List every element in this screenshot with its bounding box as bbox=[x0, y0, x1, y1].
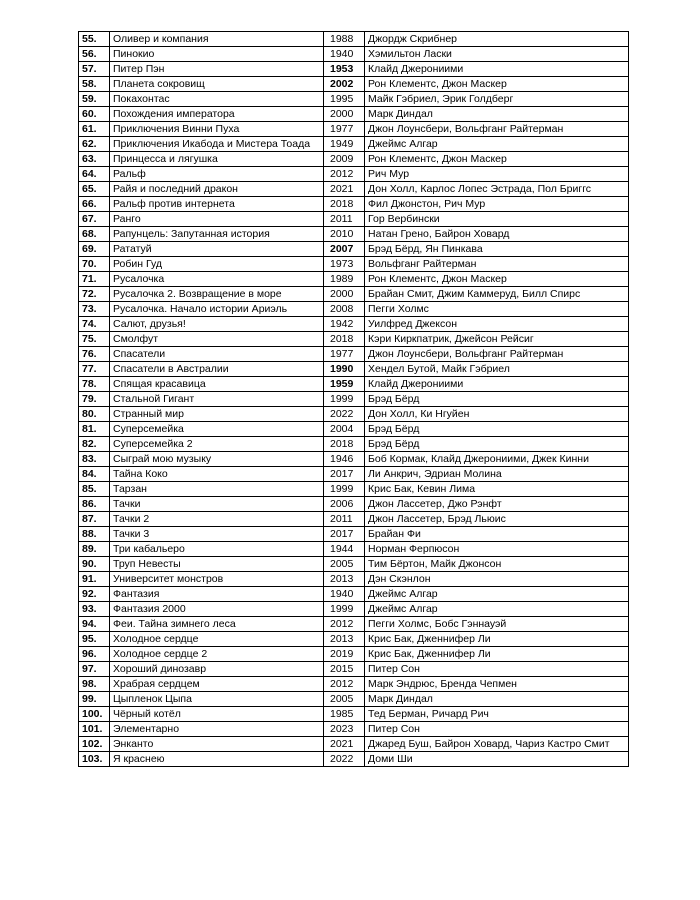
row-number: 56. bbox=[79, 47, 110, 62]
table-row bbox=[79, 437, 629, 452]
film-directors: Фил Джонстон, Рич Мур bbox=[365, 197, 629, 212]
row-number: 92. bbox=[79, 587, 110, 602]
table-row bbox=[79, 647, 629, 662]
film-title: Планета сокровищ bbox=[110, 77, 324, 92]
film-year: 1999 bbox=[324, 602, 365, 617]
film-title: Храбрая сердцем bbox=[110, 677, 324, 692]
table-row bbox=[79, 227, 629, 242]
row-number: 82. bbox=[79, 437, 110, 452]
row-number: 84. bbox=[79, 467, 110, 482]
table-row bbox=[79, 242, 629, 257]
table-row bbox=[79, 302, 629, 317]
table-row bbox=[79, 407, 629, 422]
row-number: 103. bbox=[79, 752, 110, 767]
film-directors: Натан Грено, Байрон Ховард bbox=[365, 227, 629, 242]
film-title: Оливер и компания bbox=[110, 32, 324, 47]
film-directors: Рич Мур bbox=[365, 167, 629, 182]
film-year: 1973 bbox=[324, 257, 365, 272]
film-title: Хороший динозавр bbox=[110, 662, 324, 677]
film-directors: Марк Диндал bbox=[365, 107, 629, 122]
row-number: 62. bbox=[79, 137, 110, 152]
film-title: Фантазия 2000 bbox=[110, 602, 324, 617]
film-year: 1942 bbox=[324, 317, 365, 332]
row-number: 90. bbox=[79, 557, 110, 572]
film-year: 1977 bbox=[324, 122, 365, 137]
film-title: Труп Невесты bbox=[110, 557, 324, 572]
film-title: Ральф против интернета bbox=[110, 197, 324, 212]
film-year: 2022 bbox=[324, 407, 365, 422]
film-directors: Джеймс Алгар bbox=[365, 602, 629, 617]
row-number: 72. bbox=[79, 287, 110, 302]
film-directors: Клайд Джерониими bbox=[365, 62, 629, 77]
film-title: Цыпленок Цыпа bbox=[110, 692, 324, 707]
row-number: 86. bbox=[79, 497, 110, 512]
table-row bbox=[79, 197, 629, 212]
table-row bbox=[79, 572, 629, 587]
film-table-body bbox=[79, 32, 629, 767]
table-row bbox=[79, 182, 629, 197]
film-directors: Тим Бёртон, Майк Джонсон bbox=[365, 557, 629, 572]
row-number: 101. bbox=[79, 722, 110, 737]
table-row bbox=[79, 347, 629, 362]
film-directors: Тед Берман, Ричард Рич bbox=[365, 707, 629, 722]
film-title: Приключения Икабода и Мистера Тоада bbox=[110, 137, 324, 152]
film-directors: Клайд Джерониими bbox=[365, 377, 629, 392]
row-number: 61. bbox=[79, 122, 110, 137]
table-row bbox=[79, 617, 629, 632]
film-title: Русалочка bbox=[110, 272, 324, 287]
row-number: 96. bbox=[79, 647, 110, 662]
film-directors: Рон Клементс, Джон Маскер bbox=[365, 272, 629, 287]
row-number: 68. bbox=[79, 227, 110, 242]
film-year: 1999 bbox=[324, 392, 365, 407]
film-title: Похождения императора bbox=[110, 107, 324, 122]
table-row bbox=[79, 632, 629, 647]
film-title: Фантазия bbox=[110, 587, 324, 602]
film-directors: Джеймс Алгар bbox=[365, 137, 629, 152]
film-year: 2013 bbox=[324, 572, 365, 587]
row-number: 89. bbox=[79, 542, 110, 557]
row-number: 69. bbox=[79, 242, 110, 257]
film-directors: Дэн Скэнлон bbox=[365, 572, 629, 587]
film-title: Холодное сердце bbox=[110, 632, 324, 647]
film-title: Русалочка. Начало истории Ариэль bbox=[110, 302, 324, 317]
film-year: 2019 bbox=[324, 647, 365, 662]
table-row bbox=[79, 332, 629, 347]
film-directors: Джон Лоунсбери, Вольфганг Райтерман bbox=[365, 347, 629, 362]
table-row bbox=[79, 392, 629, 407]
film-directors: Кэри Киркпатрик, Джейсон Рейсиг bbox=[365, 332, 629, 347]
row-number: 76. bbox=[79, 347, 110, 362]
row-number: 77. bbox=[79, 362, 110, 377]
film-year: 1985 bbox=[324, 707, 365, 722]
film-title: Тарзан bbox=[110, 482, 324, 497]
film-year: 2013 bbox=[324, 632, 365, 647]
table-row bbox=[79, 602, 629, 617]
film-directors: Питер Сон bbox=[365, 722, 629, 737]
table-row bbox=[79, 212, 629, 227]
film-year: 2006 bbox=[324, 497, 365, 512]
row-number: 70. bbox=[79, 257, 110, 272]
row-number: 81. bbox=[79, 422, 110, 437]
film-directors: Рон Клементс, Джон Маскер bbox=[365, 77, 629, 92]
film-year: 1990 bbox=[324, 362, 365, 377]
film-directors: Майк Гэбриел, Эрик Голдберг bbox=[365, 92, 629, 107]
film-directors: Брайан Смит, Джим Каммеруд, Билл Спирс bbox=[365, 287, 629, 302]
row-number: 75. bbox=[79, 332, 110, 347]
row-number: 98. bbox=[79, 677, 110, 692]
film-title: Робин Гуд bbox=[110, 257, 324, 272]
row-number: 66. bbox=[79, 197, 110, 212]
film-year: 2015 bbox=[324, 662, 365, 677]
row-number: 93. bbox=[79, 602, 110, 617]
row-number: 97. bbox=[79, 662, 110, 677]
table-row bbox=[79, 752, 629, 767]
table-row bbox=[79, 662, 629, 677]
film-year: 2000 bbox=[324, 107, 365, 122]
film-year: 2021 bbox=[324, 737, 365, 752]
film-directors: Ли Анкрич, Эдриан Молина bbox=[365, 467, 629, 482]
row-number: 79. bbox=[79, 392, 110, 407]
row-number: 67. bbox=[79, 212, 110, 227]
table-row bbox=[79, 557, 629, 572]
film-directors: Джон Лассетер, Брэд Льюис bbox=[365, 512, 629, 527]
row-number: 65. bbox=[79, 182, 110, 197]
film-directors: Брэд Бёрд bbox=[365, 392, 629, 407]
row-number: 78. bbox=[79, 377, 110, 392]
row-number: 102. bbox=[79, 737, 110, 752]
table-row bbox=[79, 692, 629, 707]
film-title: Тайна Коко bbox=[110, 467, 324, 482]
row-number: 94. bbox=[79, 617, 110, 632]
film-directors: Доми Ши bbox=[365, 752, 629, 767]
film-year: 1940 bbox=[324, 47, 365, 62]
film-title: Сыграй мою музыку bbox=[110, 452, 324, 467]
table-row bbox=[79, 32, 629, 47]
film-year: 1953 bbox=[324, 62, 365, 77]
film-year: 2018 bbox=[324, 332, 365, 347]
row-number: 80. bbox=[79, 407, 110, 422]
film-title: Рататуй bbox=[110, 242, 324, 257]
film-year: 1949 bbox=[324, 137, 365, 152]
film-year: 2022 bbox=[324, 752, 365, 767]
film-directors: Хэмильтон Ласки bbox=[365, 47, 629, 62]
film-year: 2018 bbox=[324, 197, 365, 212]
table-row bbox=[79, 257, 629, 272]
row-number: 91. bbox=[79, 572, 110, 587]
film-year: 2002 bbox=[324, 77, 365, 92]
film-year: 1940 bbox=[324, 587, 365, 602]
film-directors: Брайан Фи bbox=[365, 527, 629, 542]
table-row bbox=[79, 467, 629, 482]
row-number: 58. bbox=[79, 77, 110, 92]
film-directors: Крис Бак, Дженнифер Ли bbox=[365, 632, 629, 647]
film-title: Элементарно bbox=[110, 722, 324, 737]
film-directors: Джеймс Алгар bbox=[365, 587, 629, 602]
table-row bbox=[79, 542, 629, 557]
film-directors: Крис Бак, Кевин Лима bbox=[365, 482, 629, 497]
film-year: 1959 bbox=[324, 377, 365, 392]
row-number: 87. bbox=[79, 512, 110, 527]
film-title: Чёрный котёл bbox=[110, 707, 324, 722]
film-year: 2008 bbox=[324, 302, 365, 317]
row-number: 59. bbox=[79, 92, 110, 107]
film-directors: Питер Сон bbox=[365, 662, 629, 677]
film-year: 2021 bbox=[324, 182, 365, 197]
film-directors: Вольфганг Райтерман bbox=[365, 257, 629, 272]
film-title: Университет монстров bbox=[110, 572, 324, 587]
table-row bbox=[79, 152, 629, 167]
film-year: 2017 bbox=[324, 467, 365, 482]
row-number: 83. bbox=[79, 452, 110, 467]
film-title: Стальной Гигант bbox=[110, 392, 324, 407]
film-title: Смолфут bbox=[110, 332, 324, 347]
row-number: 99. bbox=[79, 692, 110, 707]
film-title: Три кабальеро bbox=[110, 542, 324, 557]
table-row bbox=[79, 362, 629, 377]
film-title: Тачки 2 bbox=[110, 512, 324, 527]
film-year: 2009 bbox=[324, 152, 365, 167]
film-directors: Брэд Бёрд bbox=[365, 437, 629, 452]
film-title: Спасатели bbox=[110, 347, 324, 362]
film-year: 1944 bbox=[324, 542, 365, 557]
film-directors: Пегги Холмс, Бобс Гэннауэй bbox=[365, 617, 629, 632]
table-row bbox=[79, 137, 629, 152]
row-number: 60. bbox=[79, 107, 110, 122]
row-number: 73. bbox=[79, 302, 110, 317]
row-number: 64. bbox=[79, 167, 110, 182]
table-row bbox=[79, 722, 629, 737]
table-row bbox=[79, 317, 629, 332]
film-year: 2023 bbox=[324, 722, 365, 737]
film-year: 2005 bbox=[324, 692, 365, 707]
film-year: 1988 bbox=[324, 32, 365, 47]
film-directors: Дон Холл, Ки Нгуйен bbox=[365, 407, 629, 422]
film-title: Спасатели в Австралии bbox=[110, 362, 324, 377]
table-row bbox=[79, 737, 629, 752]
film-title: Я краснею bbox=[110, 752, 324, 767]
film-year: 2004 bbox=[324, 422, 365, 437]
film-title: Странный мир bbox=[110, 407, 324, 422]
film-year: 1995 bbox=[324, 92, 365, 107]
table-row bbox=[79, 47, 629, 62]
row-number: 71. bbox=[79, 272, 110, 287]
table-row bbox=[79, 482, 629, 497]
table-row bbox=[79, 587, 629, 602]
table-row bbox=[79, 497, 629, 512]
table-row bbox=[79, 122, 629, 137]
film-title: Русалочка 2. Возвращение в море bbox=[110, 287, 324, 302]
film-directors: Дон Холл, Карлос Лопес Эстрада, Пол Бриггс bbox=[365, 182, 629, 197]
film-title: Ранго bbox=[110, 212, 324, 227]
film-title: Энканто bbox=[110, 737, 324, 752]
film-directors: Брэд Бёрд, Ян Пинкава bbox=[365, 242, 629, 257]
film-title: Райя и последний дракон bbox=[110, 182, 324, 197]
row-number: 85. bbox=[79, 482, 110, 497]
film-table bbox=[78, 31, 629, 767]
table-row bbox=[79, 707, 629, 722]
row-number: 95. bbox=[79, 632, 110, 647]
table-row bbox=[79, 77, 629, 92]
film-title: Питер Пэн bbox=[110, 62, 324, 77]
film-directors: Марк Эндрюс, Бренда Чепмен bbox=[365, 677, 629, 692]
film-year: 1999 bbox=[324, 482, 365, 497]
table-row bbox=[79, 422, 629, 437]
film-year: 2007 bbox=[324, 242, 365, 257]
film-title: Тачки bbox=[110, 497, 324, 512]
film-title: Салют, друзья! bbox=[110, 317, 324, 332]
film-title: Покахонтас bbox=[110, 92, 324, 107]
film-title: Рапунцель: Запутанная история bbox=[110, 227, 324, 242]
row-number: 63. bbox=[79, 152, 110, 167]
film-title: Пинокио bbox=[110, 47, 324, 62]
film-year: 2011 bbox=[324, 512, 365, 527]
row-number: 74. bbox=[79, 317, 110, 332]
table-row bbox=[79, 167, 629, 182]
film-directors: Джаред Буш, Байрон Ховард, Чариз Кастро Смит bbox=[365, 737, 629, 752]
film-year: 2005 bbox=[324, 557, 365, 572]
film-directors: Норман Ферпюсон bbox=[365, 542, 629, 557]
film-year: 2011 bbox=[324, 212, 365, 227]
table-row bbox=[79, 377, 629, 392]
film-year: 1989 bbox=[324, 272, 365, 287]
table-row bbox=[79, 527, 629, 542]
film-directors: Джордж Скрибнер bbox=[365, 32, 629, 47]
film-directors: Пегги Холмс bbox=[365, 302, 629, 317]
table-row bbox=[79, 287, 629, 302]
film-year: 2017 bbox=[324, 527, 365, 542]
film-directors: Марк Диндал bbox=[365, 692, 629, 707]
film-year: 1977 bbox=[324, 347, 365, 362]
table-row bbox=[79, 512, 629, 527]
film-title: Феи. Тайна зимнего леса bbox=[110, 617, 324, 632]
film-directors: Уилфред Джексон bbox=[365, 317, 629, 332]
film-title: Принцесса и лягушка bbox=[110, 152, 324, 167]
film-year: 2010 bbox=[324, 227, 365, 242]
film-year: 2012 bbox=[324, 677, 365, 692]
film-directors: Боб Кормак, Клайд Джерониими, Джек Кинни bbox=[365, 452, 629, 467]
row-number: 55. bbox=[79, 32, 110, 47]
film-year: 2018 bbox=[324, 437, 365, 452]
film-year: 2000 bbox=[324, 287, 365, 302]
film-directors: Гор Вербински bbox=[365, 212, 629, 227]
film-title: Суперсемейка bbox=[110, 422, 324, 437]
table-row bbox=[79, 452, 629, 467]
table-row bbox=[79, 107, 629, 122]
film-title: Тачки 3 bbox=[110, 527, 324, 542]
film-title: Холодное сердце 2 bbox=[110, 647, 324, 662]
film-directors: Брэд Бёрд bbox=[365, 422, 629, 437]
film-year: 1946 bbox=[324, 452, 365, 467]
film-title: Спящая красавица bbox=[110, 377, 324, 392]
film-title: Приключения Винни Пуха bbox=[110, 122, 324, 137]
row-number: 88. bbox=[79, 527, 110, 542]
table-row bbox=[79, 62, 629, 77]
film-year: 2012 bbox=[324, 617, 365, 632]
film-directors: Джон Лассетер, Джо Рэнфт bbox=[365, 497, 629, 512]
film-year: 2012 bbox=[324, 167, 365, 182]
film-directors: Хендел Бутой, Майк Гэбриел bbox=[365, 362, 629, 377]
row-number: 100. bbox=[79, 707, 110, 722]
film-directors: Крис Бак, Дженнифер Ли bbox=[365, 647, 629, 662]
row-number: 57. bbox=[79, 62, 110, 77]
film-title: Ральф bbox=[110, 167, 324, 182]
film-directors: Джон Лоунсбери, Вольфганг Райтерман bbox=[365, 122, 629, 137]
table-row bbox=[79, 92, 629, 107]
film-title: Суперсемейка 2 bbox=[110, 437, 324, 452]
film-directors: Рон Клементс, Джон Маскер bbox=[365, 152, 629, 167]
table-row bbox=[79, 272, 629, 287]
table-row bbox=[79, 677, 629, 692]
